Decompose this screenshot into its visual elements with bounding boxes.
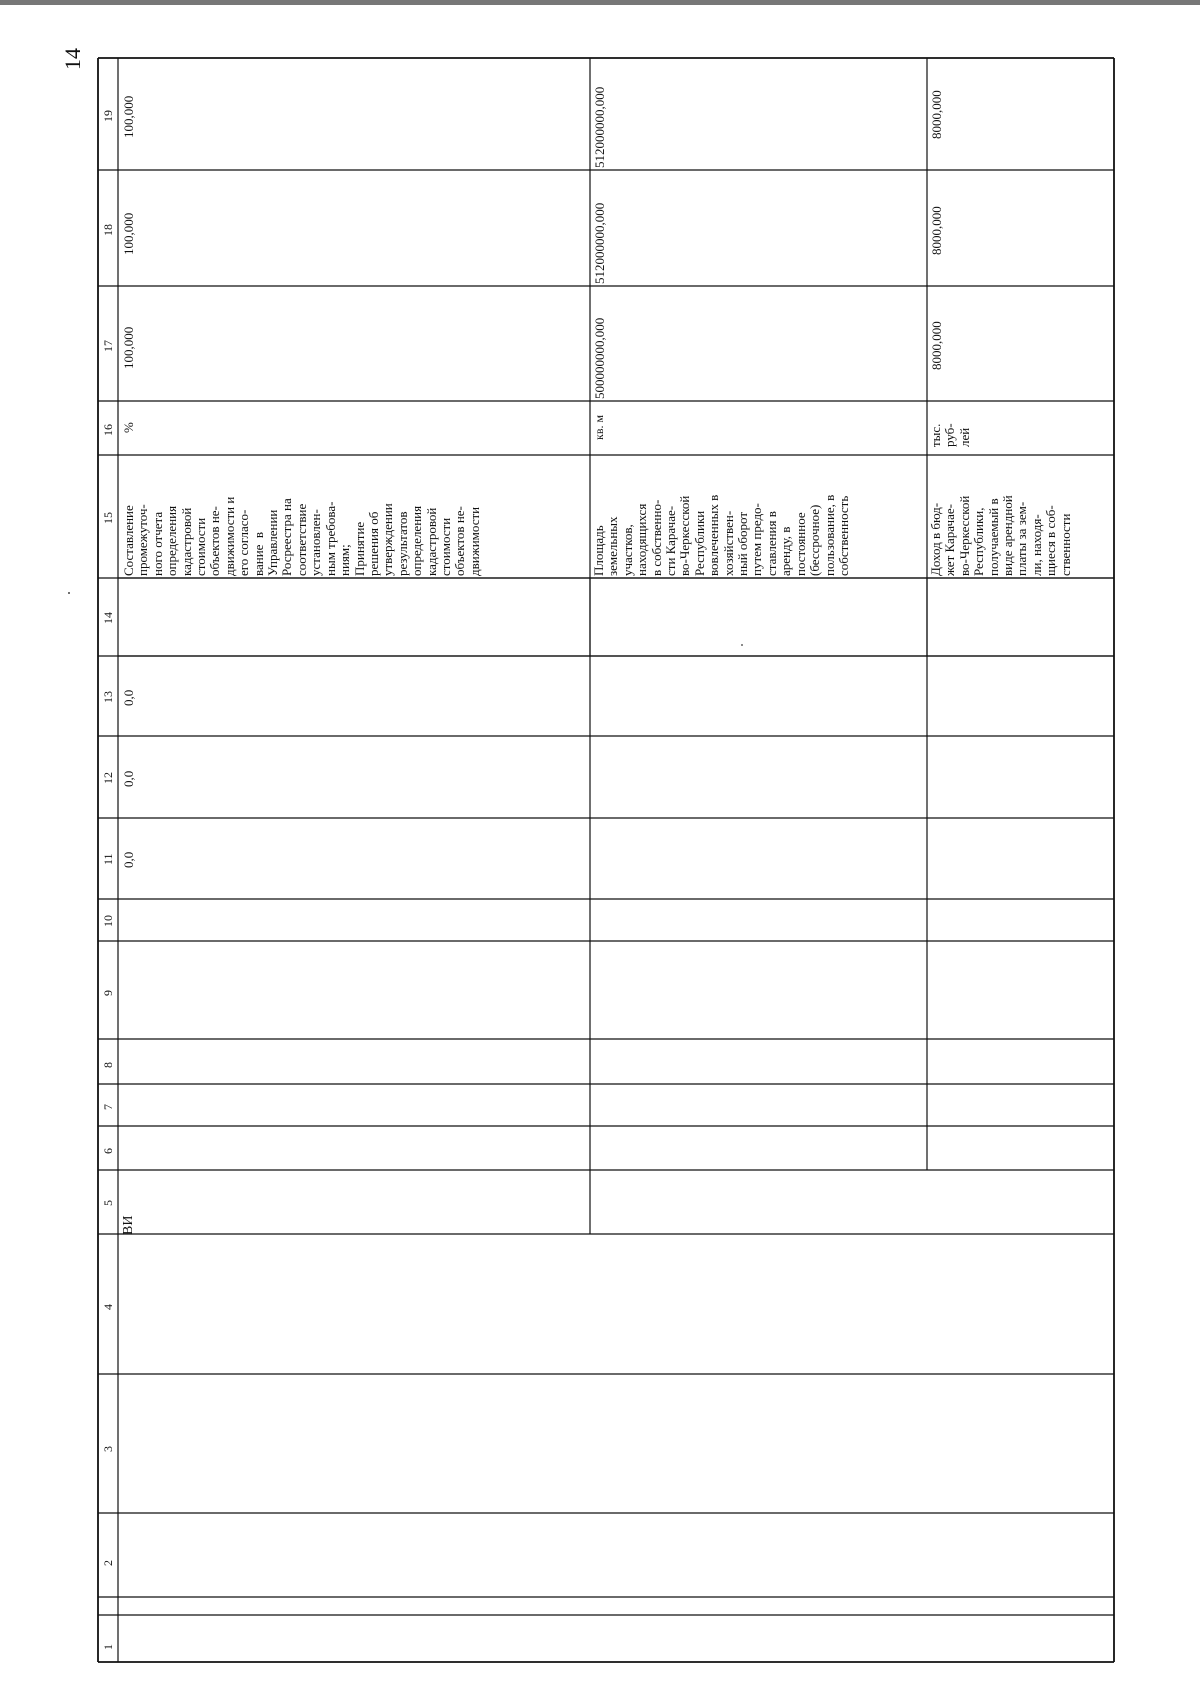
header-col-12: 12 xyxy=(101,772,115,784)
header-col-17: 17 xyxy=(101,340,115,352)
header-col-19: 19 xyxy=(101,110,115,122)
header-col-5: 5 xyxy=(101,1200,115,1206)
row2-col19: 512000000,000 xyxy=(592,86,607,168)
header-col-9: 9 xyxy=(101,990,115,996)
row1-col18: 100,000 xyxy=(121,212,136,255)
header-col-14: 14 xyxy=(101,612,115,624)
header-col-16: 16 xyxy=(101,424,115,436)
row2-col16: кв. м xyxy=(592,414,606,440)
row1-col19: 100,000 xyxy=(121,95,136,138)
header-col-3: 3 xyxy=(101,1446,115,1452)
row3-col19: 8000,000 xyxy=(929,90,944,139)
header-col-18: 18 xyxy=(101,224,115,236)
header-col-4: 4 xyxy=(101,1304,115,1310)
header-col-7: 7 xyxy=(101,1104,115,1110)
row3-col18: 8000,000 xyxy=(929,206,944,255)
row2-col18: 512000000,000 xyxy=(592,202,607,284)
row1-col13: 0,0 xyxy=(121,689,136,706)
header-col-11: 11 xyxy=(101,853,115,865)
header-col-1: 1 xyxy=(101,1644,115,1650)
page-number: 14 xyxy=(60,48,85,70)
row3-col17: 8000,000 xyxy=(929,321,944,370)
row2-col17: 500000000,000 xyxy=(592,317,607,399)
row1-col5: ВИ xyxy=(121,1215,136,1235)
header-col-8: 8 xyxy=(101,1062,115,1068)
row1-col16: % xyxy=(121,422,136,433)
row3-col15: Доход в бюд- жет Карачае- во-Черкесской Республики, получаемый в виде арендной платы за зем- ли, находя- щиеся в соб- ственности xyxy=(928,495,1073,576)
row1-col15: Составление промежуточ- ного отчета определения кадастровой стоимости объектов не- движимости и его согласо- вание в Управлении Росреестра на соответствие установлен- ным требова- ниям; Принятие решения об утверждении результатов определения кадастровой стоимости объектов не- движимости xyxy=(121,496,482,576)
header-col-13: 13 xyxy=(101,691,115,703)
header-col-10: 10 xyxy=(101,915,115,927)
header-col-2: 2 xyxy=(101,1560,115,1566)
header-col-15: 15 xyxy=(101,512,115,524)
row1-col12: 0,0 xyxy=(121,770,136,787)
row1-col11: 0,0 xyxy=(121,851,136,868)
header-col-6: 6 xyxy=(101,1148,115,1154)
row3-col16: тыс. руб- лей xyxy=(928,423,972,447)
row2-col15: Площадь земельных участков, находящихся в собственно- сти Карачае- во-Черкесской Республики вовлеченных в хозяйствен- ный оборот путем предо- ставления в аренду, в постоянное (бессрочное) пользование, в собственность xyxy=(591,494,851,576)
row1-col17: 100,000 xyxy=(121,326,136,369)
